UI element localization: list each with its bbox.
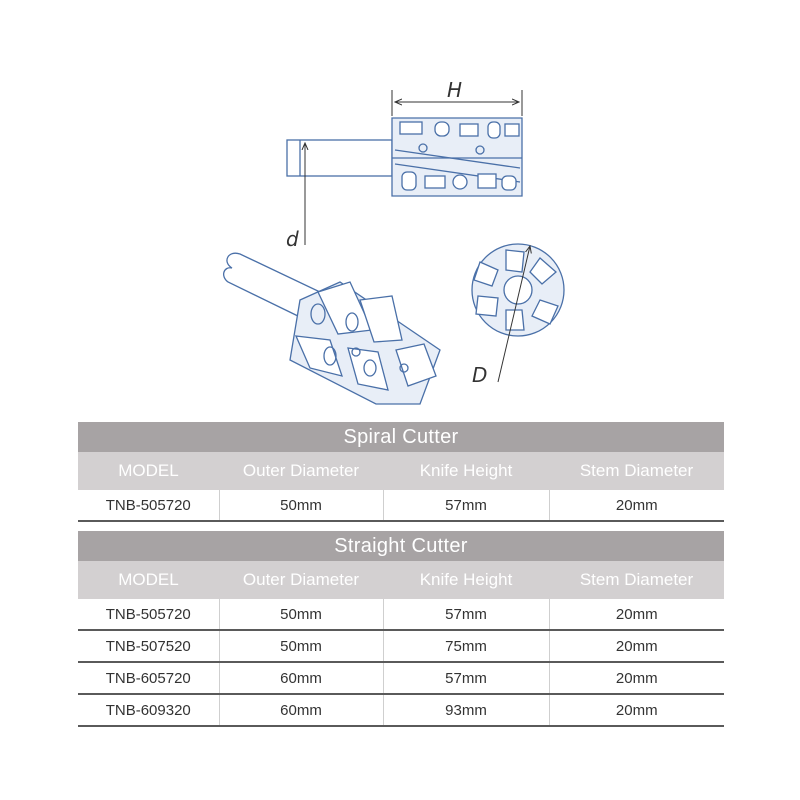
cutter-side-view: [287, 118, 522, 196]
straight-table-header-row: [78, 561, 724, 599]
cell-stem-diameter: 20mm: [549, 490, 724, 521]
cutter-perspective-view: [224, 253, 440, 404]
dimension-h-label: H: [447, 78, 463, 102]
cell-knife-height: 57mm: [383, 662, 549, 694]
cell-knife-height: 57mm: [383, 490, 549, 521]
table-row: [78, 490, 724, 521]
table-row: [78, 694, 724, 726]
cell-model: TNB-605720: [78, 662, 219, 694]
column-header-stem-diameter: Stem Diameter: [549, 452, 724, 490]
cell-stem-diameter: 20mm: [549, 694, 724, 726]
cell-stem-diameter: 20mm: [549, 630, 724, 662]
spiral-cutter-table: [78, 422, 724, 522]
dimension-big-d-label: D: [472, 363, 488, 387]
cell-model: TNB-505720: [78, 599, 219, 630]
column-header-stem-diameter: Stem Diameter: [549, 561, 724, 599]
cell-model: TNB-505720: [78, 490, 219, 521]
column-header-outer-diameter: Outer Diameter: [219, 452, 383, 490]
straight-cutter-table: [78, 531, 724, 727]
cell-knife-height: 57mm: [383, 599, 549, 630]
cell-outer-diameter: 60mm: [219, 694, 383, 726]
dimension-d-label: d: [286, 227, 299, 251]
cell-outer-diameter: 50mm: [219, 630, 383, 662]
cell-stem-diameter: 20mm: [549, 599, 724, 630]
cell-knife-height: 75mm: [383, 630, 549, 662]
column-header-outer-diameter: Outer Diameter: [219, 561, 383, 599]
spiral-table-header-row: [78, 452, 724, 490]
table-row: [78, 630, 724, 662]
column-header-knife-height: Knife Height: [383, 561, 549, 599]
cell-model: TNB-507520: [78, 630, 219, 662]
table-row: [78, 599, 724, 630]
cell-outer-diameter: 50mm: [219, 490, 383, 521]
straight-table-title: Straight Cutter: [78, 531, 724, 561]
table-row: [78, 662, 724, 694]
cell-stem-diameter: 20mm: [549, 662, 724, 694]
column-header-model: MODEL: [78, 452, 219, 490]
cell-knife-height: 93mm: [383, 694, 549, 726]
cutter-end-view: [472, 244, 564, 336]
spiral-table-title: Spiral Cutter: [78, 422, 724, 452]
cell-model: TNB-609320: [78, 694, 219, 726]
cell-outer-diameter: 60mm: [219, 662, 383, 694]
cell-outer-diameter: 50mm: [219, 599, 383, 630]
column-header-knife-height: Knife Height: [383, 452, 549, 490]
column-header-model: MODEL: [78, 561, 219, 599]
